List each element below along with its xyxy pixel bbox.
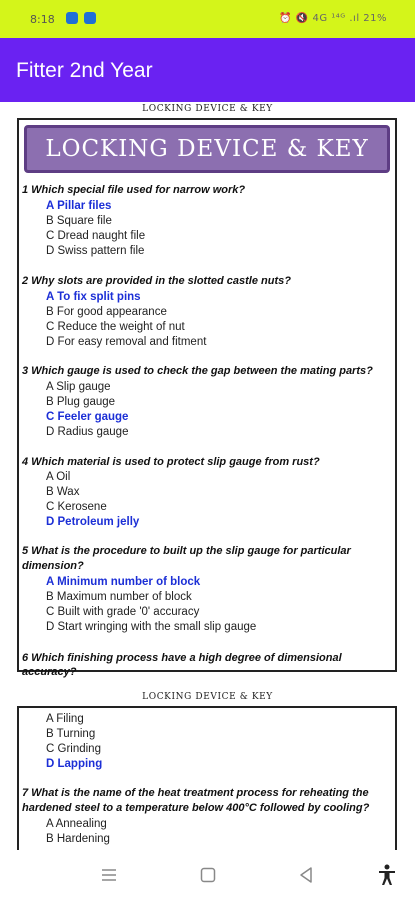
page-header: LOCKING DEVICE & KEY xyxy=(142,692,273,702)
menu-icon[interactable] xyxy=(96,862,122,888)
answer-option: A Oil xyxy=(46,471,71,483)
page-header: LOCKING DEVICE & KEY xyxy=(142,104,273,114)
app-bar xyxy=(0,38,415,102)
notification-icon xyxy=(84,12,96,24)
answer-option: B Square file xyxy=(46,215,112,227)
chapter-banner-title: LOCKING DEVICE & KEY xyxy=(45,136,369,162)
answer-option: D Radius gauge xyxy=(46,426,129,438)
question-text-continued: dimension? xyxy=(22,560,84,572)
answer-option: D Lapping xyxy=(46,758,103,770)
answer-option: C Built with grade '0' accuracy xyxy=(46,606,200,618)
home-square-icon[interactable] xyxy=(195,862,221,888)
answer-option: C Feeler gauge xyxy=(46,411,129,423)
status-bar xyxy=(0,0,415,38)
answer-option: A Filing xyxy=(46,713,84,725)
answer-option: D Swiss pattern file xyxy=(46,245,145,257)
answer-option: A To fix split pins xyxy=(46,291,141,303)
answer-option: B Wax xyxy=(46,486,80,498)
answer-option: B Maximum number of block xyxy=(46,591,192,603)
status-indicators: ⏰ 🔇 4G ¹⁴ᴳ .ıl 21% xyxy=(279,13,387,24)
system-navigation-bar xyxy=(0,850,415,900)
document-page-2 xyxy=(17,706,397,866)
answer-option: D Start wringing with the small slip gauge xyxy=(46,621,257,633)
answer-option: A Minimum number of block xyxy=(46,576,201,588)
document-page-1 xyxy=(17,118,397,678)
question-text: 5 What is the procedure to built up the slip gauge for particular xyxy=(22,545,351,557)
answer-option: A Slip gauge xyxy=(46,381,111,393)
question-text: 2 Why slots are provided in the slotted castle nuts? xyxy=(22,275,291,287)
question-text: 3 Which gauge is used to check the gap between the mating parts? xyxy=(22,365,373,377)
back-triangle-icon[interactable] xyxy=(293,862,319,888)
answer-option: A Pillar files xyxy=(46,200,112,212)
answer-option: A Annealing xyxy=(46,818,107,830)
answer-option: B For good appearance xyxy=(46,306,167,318)
question-text: 4 Which material is used to protect slip gauge from rust? xyxy=(22,456,320,468)
answer-option: B Plug gauge xyxy=(46,396,116,408)
answer-option: B Hardening xyxy=(46,833,110,845)
app-title: Fitter 2nd Year xyxy=(16,59,153,82)
answer-option: B Turning xyxy=(46,728,96,740)
question-text: 6 Which finishing process have a high degree of dimensional accuracy? xyxy=(22,652,342,678)
question-text-continued: hardened steel to a temperature below 400°C followed by cooling? xyxy=(22,802,370,814)
answer-option: D Petroleum jelly xyxy=(46,516,140,528)
answer-option: C Grinding xyxy=(46,743,101,755)
notification-icon xyxy=(66,12,78,24)
accessibility-icon[interactable] xyxy=(374,862,400,888)
answer-option: C Dread naught file xyxy=(46,230,146,242)
answer-option: D For easy removal and fitment xyxy=(46,336,207,348)
answer-option: C Kerosene xyxy=(46,501,107,513)
answer-option: C Reduce the weight of nut xyxy=(46,321,185,333)
status-time: 8:18 xyxy=(30,13,55,26)
question-text: 7 What is the name of the heat treatment process for reheating the xyxy=(22,787,369,799)
question-text: 1 Which special file used for narrow work? xyxy=(22,184,246,196)
chapter-banner xyxy=(24,125,390,173)
